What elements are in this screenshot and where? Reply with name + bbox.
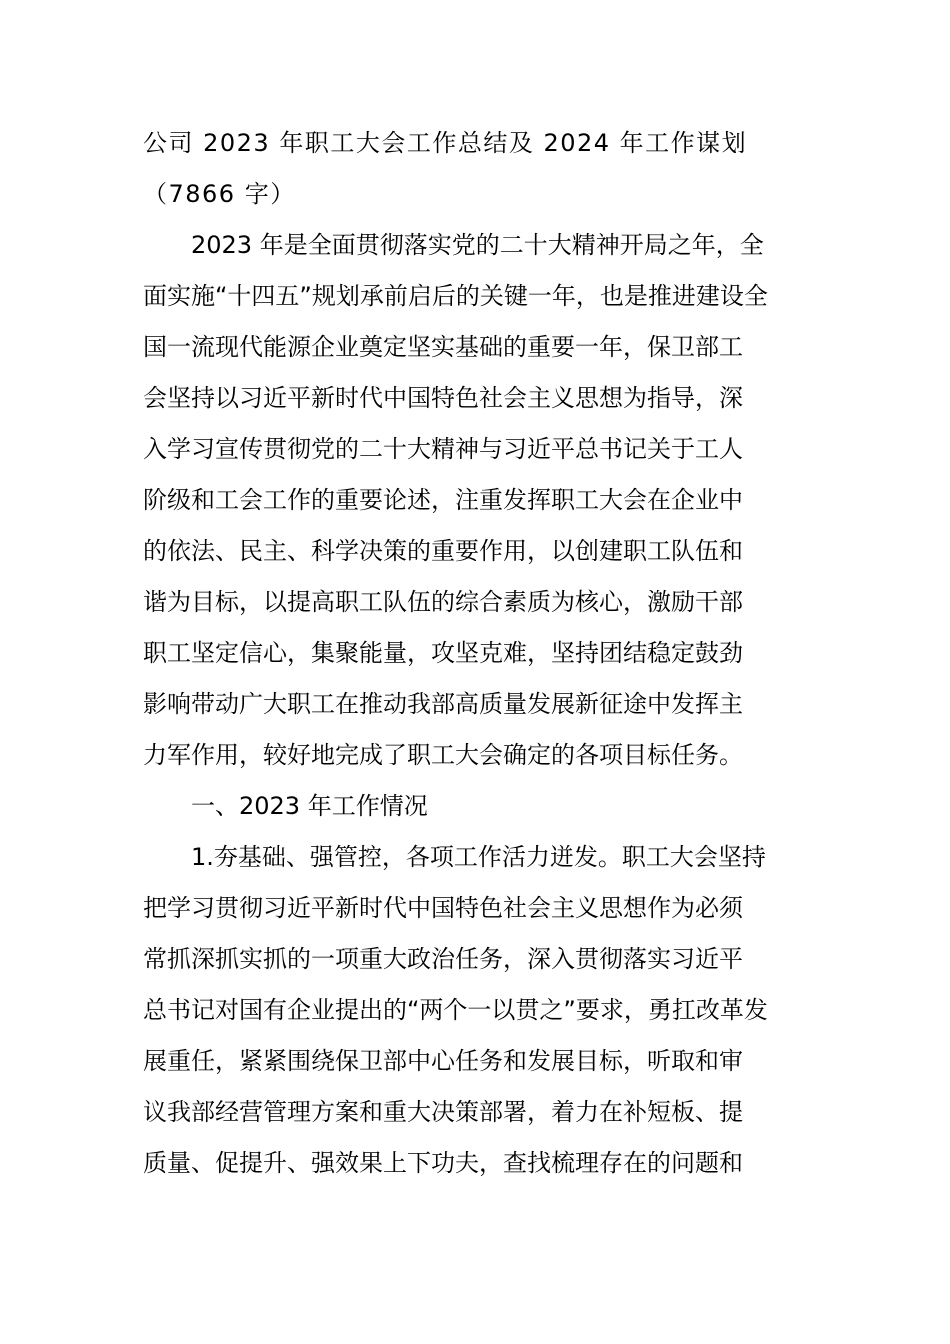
paragraph-line: 国一流现代能源企业奠定坚实基础的重要一年，保卫部工 — [143, 333, 743, 361]
paragraph-line: 议我部经营管理方案和重大决策部署，着力在补短板、提 — [143, 1098, 743, 1126]
document-body — [143, 118, 807, 1189]
intro-paragraph — [143, 220, 807, 781]
paragraph-line: 把学习贯彻习近平新时代中国特色社会主义思想作为必须 — [143, 894, 743, 922]
paragraph-line: 总书记对国有企业提出的“两个一以贯之”要求，勇扛改革发 — [143, 996, 768, 1024]
paragraph-line: 2023 年是全面贯彻落实党的二十大精神开局之年，全 — [191, 231, 764, 259]
paragraph-line: 的依法、民主、科学决策的重要作用，以创建职工队伍和 — [143, 537, 743, 565]
section-1-paragraph — [143, 832, 807, 1189]
paragraph-line: 面实施“十四五”规划承前启后的关键一年，也是推进建设全 — [143, 282, 768, 310]
paragraph-line: 谐为目标，以提高职工队伍的综合素质为核心，激励干部 — [143, 588, 743, 616]
document-title-line-2: （7866 字） — [143, 180, 296, 208]
section-heading-text: 一、2023 年工作情况 — [191, 792, 428, 820]
paragraph-line: 职工坚定信心，集聚能量，攻坚克难，坚持团结稳定鼓劲 — [143, 639, 743, 667]
paragraph-line: 阶级和工会工作的重要论述，注重发挥职工大会在企业中 — [143, 486, 743, 514]
paragraph-line: 质量、促提升、强效果上下功夫，查找梳理存在的问题和 — [143, 1149, 743, 1177]
paragraph-line: 展重任，紧紧围绕保卫部中心任务和发展目标，听取和审 — [143, 1047, 743, 1075]
paragraph-line: 影响带动广大职工在推动我部高质量发展新征途中发挥主 — [143, 690, 743, 718]
paragraph-line: 入学习宣传贯彻党的二十大精神与习近平总书记关于工人 — [143, 435, 743, 463]
paragraph-line: 会坚持以习近平新时代中国特色社会主义思想为指导，深 — [143, 384, 743, 412]
paragraph-line: 常抓深抓实抓的一项重大政治任务，深入贯彻落实习近平 — [143, 945, 743, 973]
paragraph-line: 1.夯基础、强管控，各项工作活力迸发。职工大会坚持 — [191, 843, 766, 871]
paragraph-line: 力军作用，较好地完成了职工大会确定的各项目标任务。 — [143, 741, 743, 769]
section-heading — [143, 781, 807, 832]
document-title-line-1: 公司 2023 年职工大会工作总结及 2024 年工作谋划 — [143, 129, 748, 157]
